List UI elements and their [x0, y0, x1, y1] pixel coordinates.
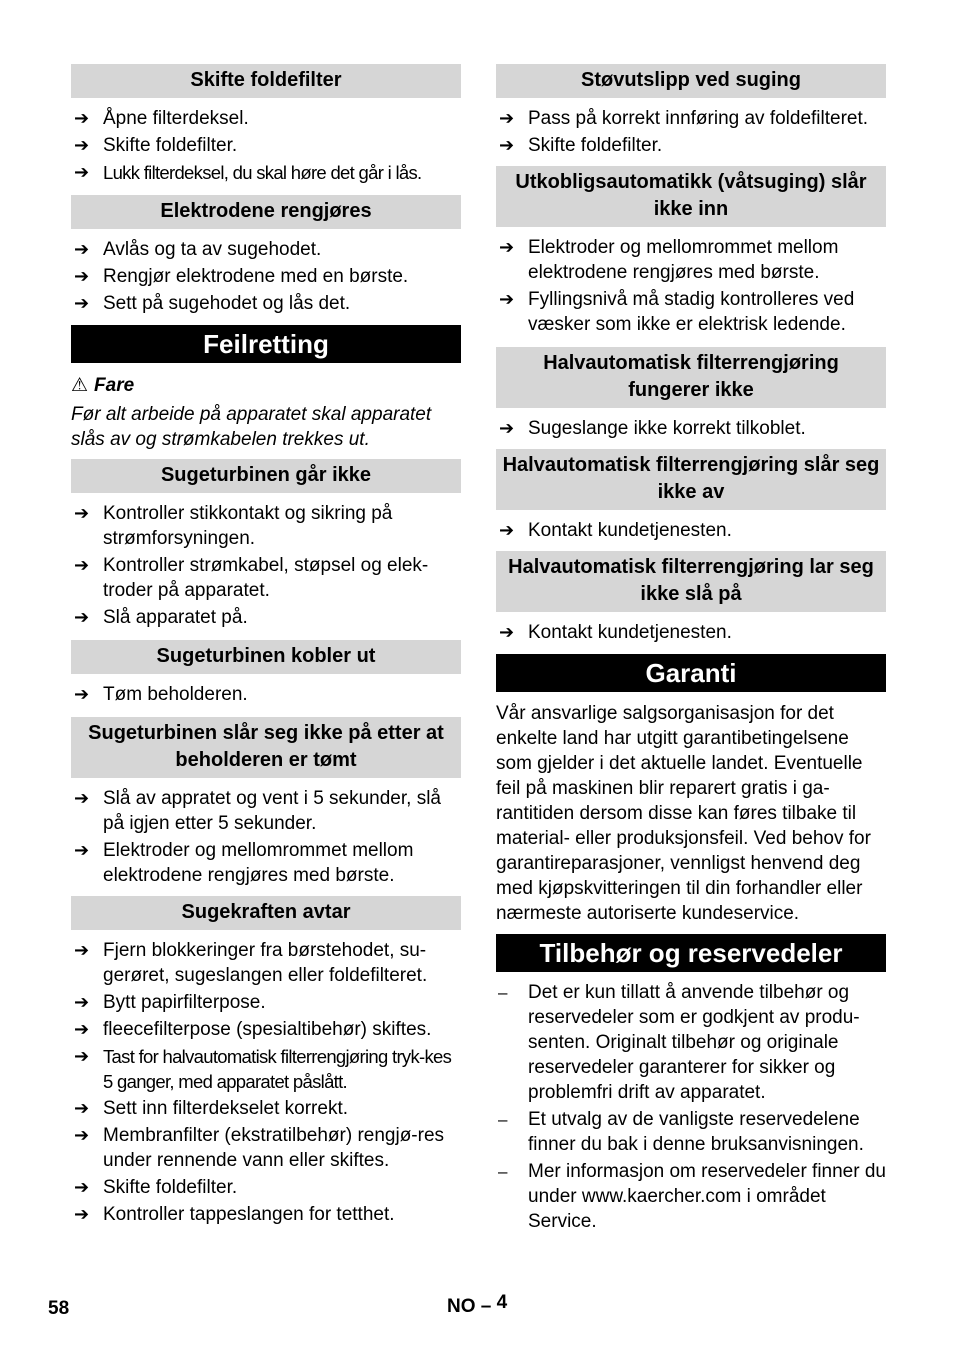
bullet-list: [71, 682, 461, 707]
dash-list: [496, 980, 886, 1234]
bullet-list: [71, 106, 461, 185]
bullet-list: [496, 518, 886, 543]
right-column: [496, 64, 886, 1234]
chapter-heading: Garanti: [496, 654, 886, 692]
arrow-right-icon: ➔: [74, 607, 90, 627]
bullet-list: [71, 501, 461, 630]
language-page-marker: NO – 4: [447, 1292, 508, 1317]
list-item: ➔ Sett på sugehodet og lås det.: [74, 293, 351, 314]
arrow-right-icon: ➔: [74, 555, 90, 575]
section-heading: Sugeturbinen slår seg ikke på etter at beholderen er tømt: [71, 717, 461, 778]
list-item: ➔ Tast for halvautomatisk filterrengjøring tryk-kes 5 ganger, med apparatet påslått.: [74, 1046, 452, 1092]
list-item: ➔ Sugeslange ikke korrekt tilkoblet.: [499, 418, 806, 439]
section-heading: Halvautomatisk filterrengjøring lar seg ikke slå på: [496, 551, 886, 612]
list-item: ➔ Kontakt kundetjenesten.: [499, 622, 732, 643]
warning-triangle-icon: ⚠: [71, 375, 89, 396]
list-item: ➔ Pass på korrekt innføring av foldefilteret.: [499, 108, 869, 129]
arrow-right-icon: ➔: [74, 266, 90, 286]
arrow-right-icon: ➔: [74, 135, 90, 155]
list-item: ➔ Skifte foldefilter.: [74, 1177, 238, 1198]
arrow-right-icon: ➔: [74, 684, 90, 704]
arrow-right-icon: ➔: [74, 1177, 90, 1197]
warning-label: ⚠ Fare: [71, 375, 135, 396]
arrow-right-icon: ➔: [74, 293, 90, 313]
bullet-list: [496, 235, 886, 337]
section-heading: Sugeturbinen går ikke: [71, 459, 461, 493]
list-item: ➔ Skifte foldefilter.: [499, 135, 663, 156]
list-item: ➔ Sett inn filterdekselet korrekt.: [74, 1098, 348, 1119]
arrow-right-icon: ➔: [74, 1046, 89, 1066]
list-item: ➔ Membranfilter (ekstratilbehør) rengjø-res under rennende vann eller skiftes.: [74, 1125, 445, 1171]
list-item: ➔ Kontroller strømkabel, støpsel og elek-troder på apparatet.: [74, 555, 429, 601]
list-item: ➔ Slå av appratet og vent i 5 sekunder, slå på igjen etter 5 sekunder.: [74, 788, 441, 834]
list-item: ➔ Skifte foldefilter.: [74, 135, 238, 156]
arrow-right-icon: ➔: [499, 108, 515, 128]
arrow-right-icon: ➔: [499, 237, 515, 257]
section-heading: Sugekraften avtar: [71, 896, 461, 930]
list-item: ➔ Elektroder og mellomrommet mellom elektrodene rengjøres med børste.: [74, 840, 414, 886]
section-heading: Halvautomatisk filterrengjøring fungerer ikke: [496, 347, 886, 408]
warning-text: Før alt arbeide på apparatet skal apparatet slås av og strømkabelen trekkes ut.: [71, 404, 432, 450]
garanti-text: Vår ansvarlige salgsorganisasjon for det enkelte land har utgitt garantibetingelsene som gjelder i det aktuelle landet. Eventuelle feil på maskinen blir reparert gratis i ga-rantitiden dersom disse kan føres tilbake til material- eller produksjonsfeil. Ved behov for garantireparasjoner, vennligst henvend deg med kjøpskvitteringen til din forhandler eller nærmeste autoriserte kundeservice.: [496, 703, 871, 924]
list-item: ➔ Tøm beholderen.: [74, 684, 248, 705]
bullet-list: [496, 106, 886, 158]
list-item: ➔ Lukk filterdeksel, du skal høre det går i lås.: [74, 162, 422, 183]
arrow-right-icon: ➔: [74, 239, 90, 259]
arrow-right-icon: ➔: [74, 940, 90, 960]
list-item: ➔ Bytt papirfilterpose.: [74, 992, 266, 1013]
section-heading: Elektrodene rengjøres: [71, 195, 461, 229]
arrow-right-icon: ➔: [499, 135, 515, 155]
chapter-heading: Feilretting: [71, 325, 461, 363]
list-item: ➔ Slå apparatet på.: [74, 607, 248, 628]
list-item: ➔ Åpne filterdeksel.: [74, 108, 249, 129]
bullet-list: [496, 416, 886, 441]
list-item: – Mer informasjon om reservedeler finner du under www.kaercher.com i området Service.: [498, 1161, 886, 1232]
arrow-right-icon: ➔: [74, 992, 90, 1012]
list-item: ➔ Kontroller stikkontakt og sikring på strømforsyningen.: [74, 503, 393, 549]
list-item: – Det er kun tillatt å anvende tilbehør og reservedeler som er godkjent av produ-senten. Originalt tilbehør og originale reservedeler garanterer for sikker og problemfri drift av apparatet.: [498, 982, 860, 1103]
arrow-right-icon: ➔: [74, 1098, 90, 1118]
arrow-right-icon: ➔: [499, 622, 515, 642]
bullet-list: [71, 237, 461, 316]
arrow-right-icon: ➔: [74, 1204, 90, 1224]
arrow-right-icon: ➔: [74, 162, 89, 182]
list-item: ➔ Kontakt kundetjenesten.: [499, 520, 732, 541]
chapter-heading: Tilbehør og reservedeler: [496, 934, 886, 972]
arrow-right-icon: ➔: [74, 1019, 90, 1039]
arrow-right-icon: ➔: [74, 788, 90, 808]
list-item: ➔ Avlås og ta av sugehodet.: [74, 239, 322, 260]
arrow-right-icon: ➔: [74, 840, 90, 860]
list-item: ➔ fleecefilterpose (spesialtibehør) skiftes.: [74, 1019, 432, 1040]
arrow-right-icon: ➔: [499, 418, 515, 438]
list-item: ➔ Elektroder og mellomrommet mellom elektrodene rengjøres med børste.: [499, 237, 839, 283]
bullet-list: [71, 938, 461, 1227]
list-item: – Et utvalg av de vanligste reservedelene finner du bak i denne bruksanvisningen.: [498, 1109, 864, 1155]
arrow-right-icon: ➔: [499, 520, 515, 540]
bullet-list: [496, 620, 886, 645]
arrow-right-icon: ➔: [74, 108, 90, 128]
section-heading: Sugeturbinen kobler ut: [71, 640, 461, 674]
section-heading: Støvutslipp ved suging: [496, 64, 886, 98]
left-column: [71, 64, 461, 1227]
list-item: ➔ Rengjør elektrodene med en børste.: [74, 266, 409, 287]
arrow-right-icon: ➔: [499, 289, 515, 309]
page-number: 58: [48, 1298, 70, 1319]
bullet-list: [71, 786, 461, 888]
section-heading: Skifte foldefilter: [71, 64, 461, 98]
section-heading: Utkobligsautomatikk (våtsuging) slår ikke inn: [496, 166, 886, 227]
section-heading: Halvautomatisk filterrengjøring slår seg ikke av: [496, 449, 886, 510]
list-item: ➔ Kontroller tappeslangen for tetthet.: [74, 1204, 395, 1225]
arrow-right-icon: ➔: [74, 1125, 90, 1145]
arrow-right-icon: ➔: [74, 503, 90, 523]
list-item: ➔ Fjern blokkeringer fra børstehodet, su-gerøret, sugeslangen eller foldefilteret.: [74, 940, 428, 986]
list-item: ➔ Fyllingsnivå må stadig kontrolleres ved væsker som ikke er elektrisk ledende.: [499, 289, 855, 335]
